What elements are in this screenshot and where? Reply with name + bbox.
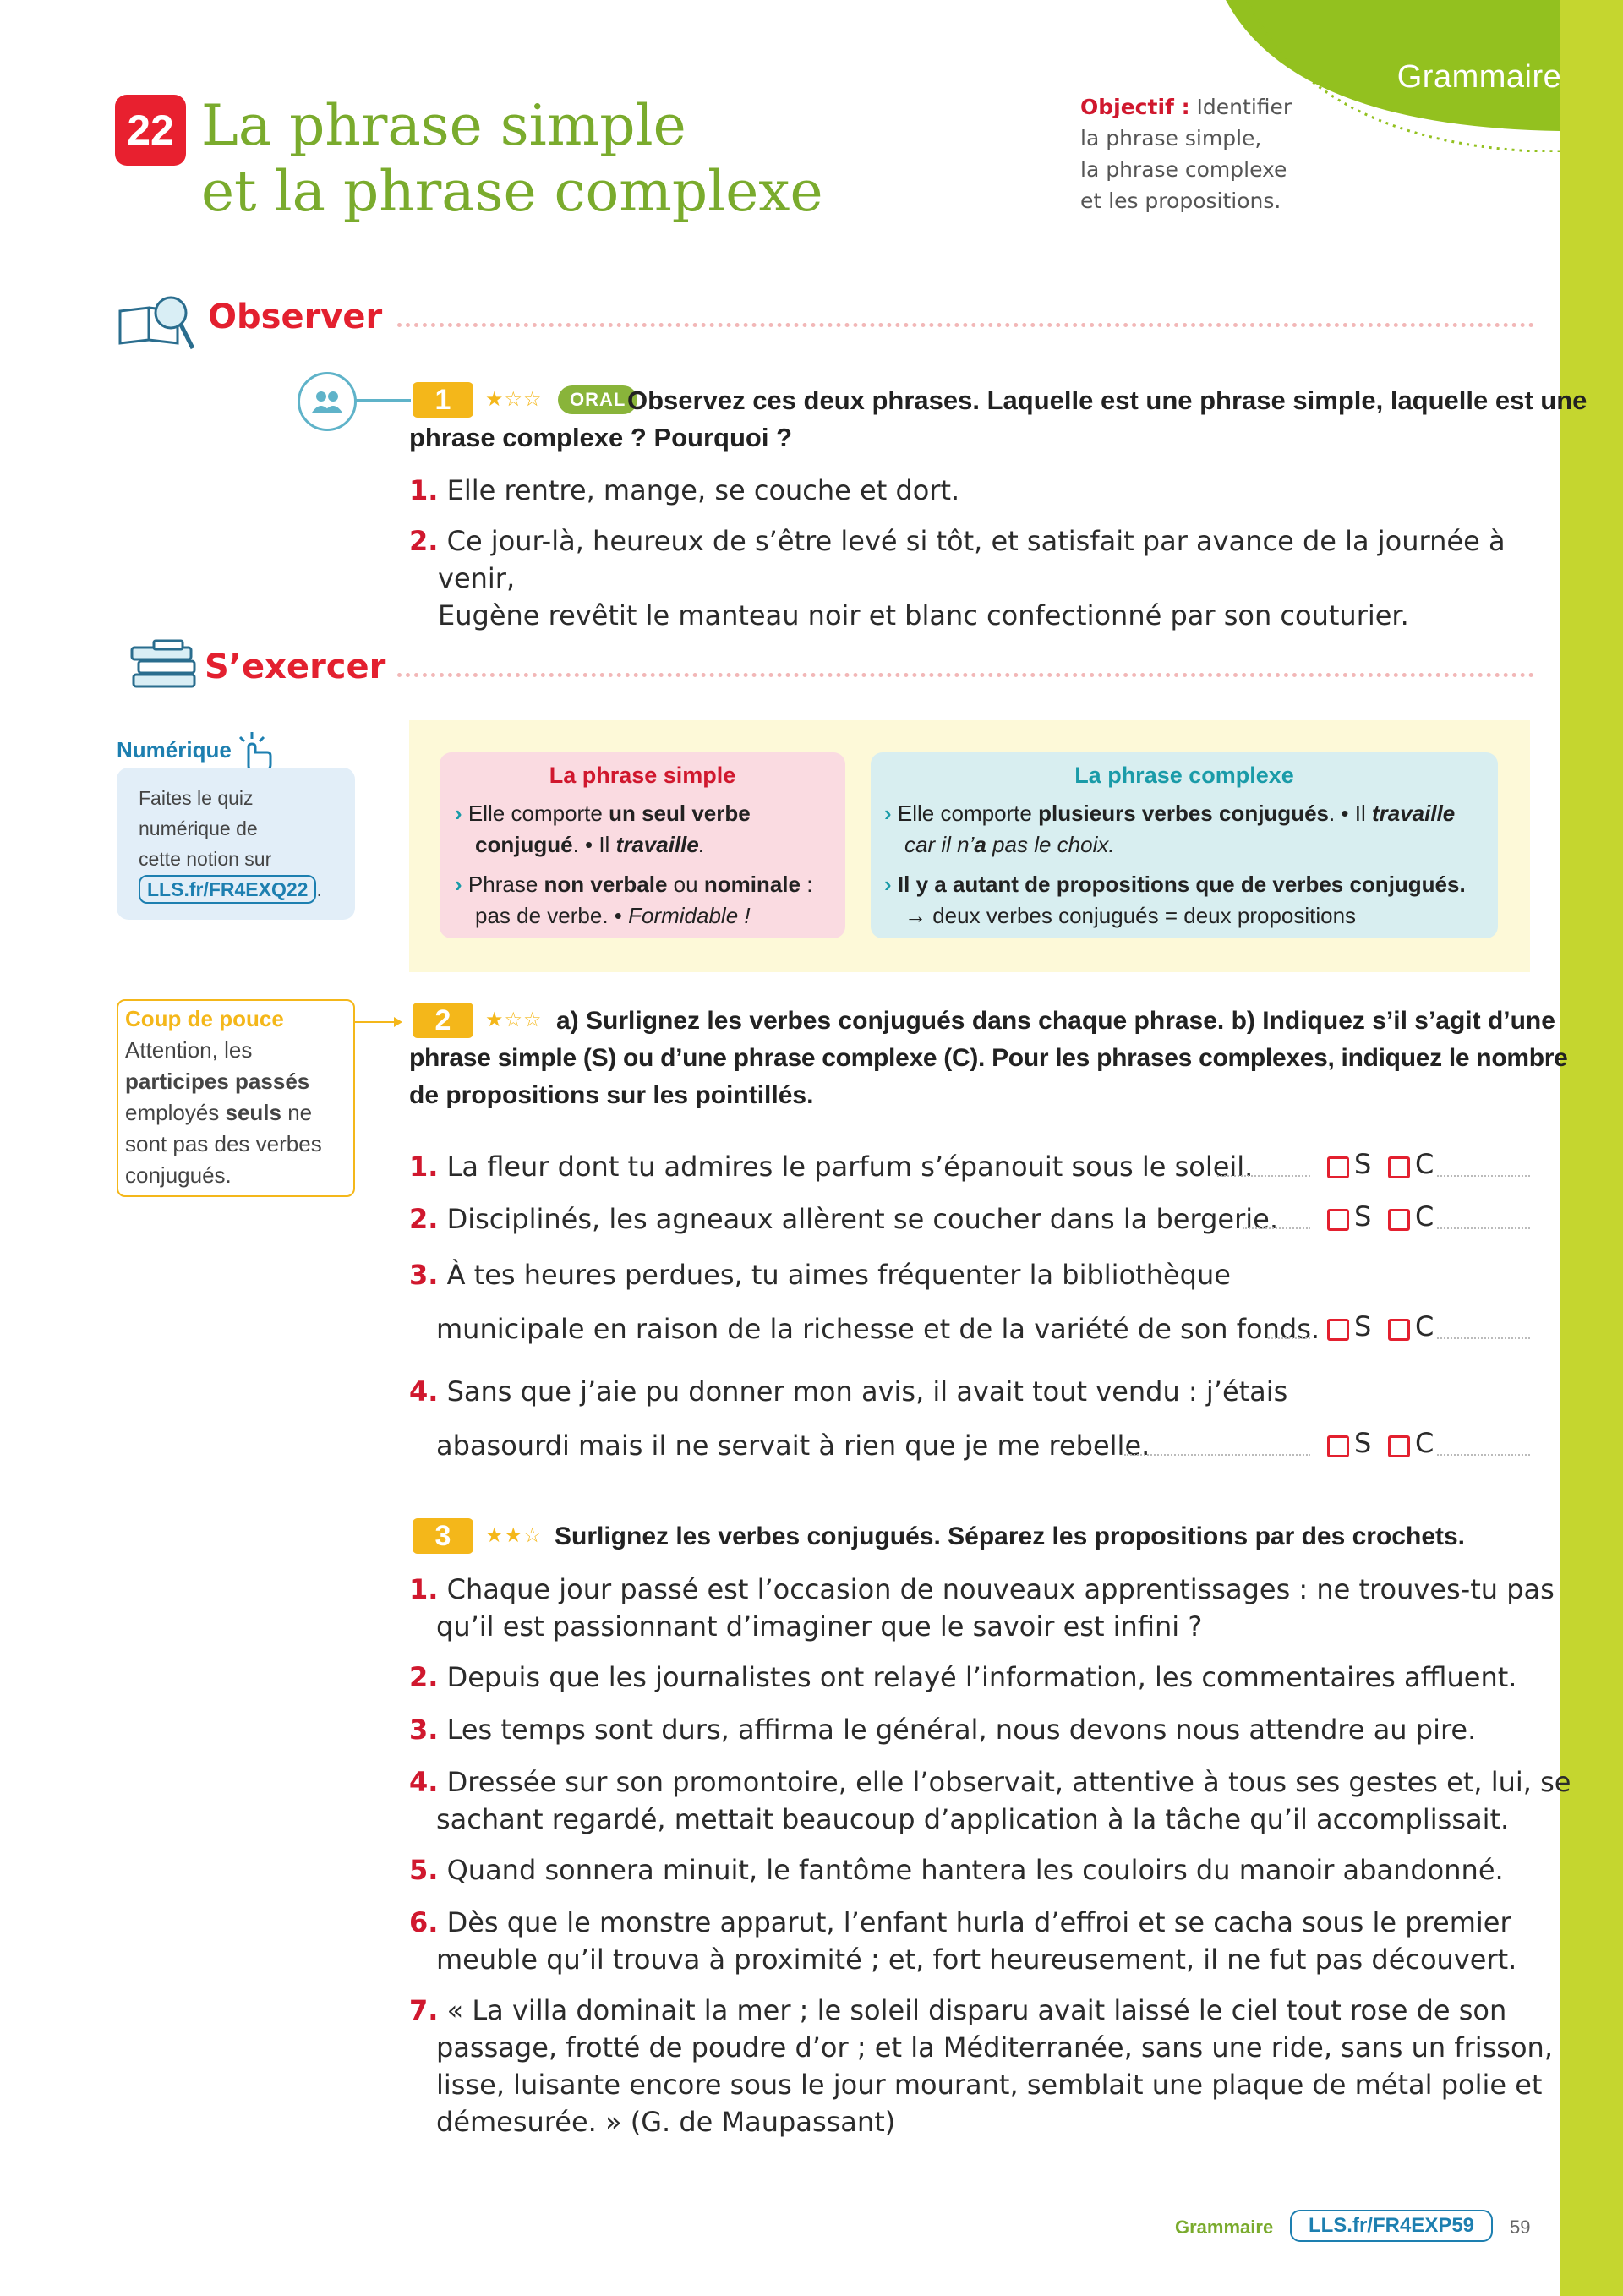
checkbox-s[interactable] (1327, 1156, 1349, 1178)
exercise-2-number: 2 (413, 1003, 473, 1038)
numerique-end: . (316, 878, 322, 900)
title-line-1: La phrase simple (201, 93, 686, 158)
exercise-1-stars: ★☆☆ (485, 387, 543, 411)
exercise-1-number: 1 (413, 382, 473, 418)
complex-card-line-1: › Elle comporte plusieurs verbes conjugués. • Il travaille (884, 801, 1456, 826)
item-text: Elle rentre, mange, se couche et dort. (446, 474, 960, 506)
label-s: S (1354, 1427, 1372, 1459)
complex-card-title: La phrase complexe (1074, 763, 1294, 788)
exercise-3-item-3: 3. Les temps sont durs, affirma le général, nous devons nous attendre au pire. (409, 1714, 1477, 1746)
objective-line-4: et les propositions. (1080, 189, 1281, 213)
numerique-line-3: cette notion sur (139, 848, 272, 870)
simple-card-line-3: › Phrase non verbale ou nominale : (455, 872, 813, 897)
checkbox-s[interactable] (1327, 1435, 1349, 1457)
chevron-right-icon: › (884, 872, 892, 897)
exercise-2-instruction-line-1: a) Surlignez les verbes conjugués dans chaque phrase. b) Indiquez s’il s’agit d’une (556, 1007, 1555, 1035)
exercise-2-instruction-line-2: phrase simple (S) ou d’une phrase complexe (C). Pour les phrases complexes, indiquez le nombre (409, 1044, 1568, 1072)
exercise-2-stars: ★☆☆ (485, 1008, 543, 1031)
exercer-title: S’exercer (205, 648, 386, 686)
objective-line-3: la phrase complexe (1080, 157, 1287, 182)
exercise-3-item-5: 5. Quand sonnera minuit, le fantôme hantera les couloirs du manoir abandonné. (409, 1854, 1504, 1886)
exercise-2-item-4: 4. Sans que j’aie pu donner mon avis, il avait tout vendu : j’étais (409, 1375, 1288, 1408)
exercise-3-item-6: 6. Dès que le monstre apparut, l’enfant hurla d’effroi et se cacha sous le premier meuble qu’il trouva à proximité ; et, fort heureusement, il ne fut pas découvert. (409, 1906, 1517, 1976)
group-icon-connector (355, 399, 411, 402)
objective-line-2: la phrase simple, (1080, 126, 1262, 150)
page-number: 59 (1510, 2217, 1531, 2238)
page-title (201, 93, 823, 225)
chapter-number-badge: 22 (115, 95, 186, 166)
answer-dotted-line[interactable] (1243, 1227, 1310, 1229)
answer-dotted-line[interactable] (1124, 1454, 1310, 1456)
corner-section-label: Grammaire (1396, 59, 1562, 95)
simple-card-title: La phrase simple (549, 763, 736, 788)
numerique-text (139, 783, 350, 905)
checkbox-c[interactable] (1388, 1319, 1410, 1341)
observer-dotted-rule (397, 323, 1534, 327)
exercise-2-item-1: 1. La fleur dont tu admires le parfum s’épanouit sous le soleil. (409, 1151, 1254, 1183)
chevron-right-icon: › (455, 801, 462, 826)
answer-dotted-line[interactable] (1217, 1175, 1310, 1177)
item-text: Ce jour-là, heureux de s’être levé si tôt, et satisfait par avance de la journée à venir, (438, 525, 1506, 594)
oral-badge: ORAL (558, 385, 637, 414)
answer-dotted-line[interactable] (1268, 1337, 1310, 1339)
objective-label: Objectif : (1080, 95, 1190, 119)
checkbox-s[interactable] (1327, 1319, 1349, 1341)
objective-line-1: Identifier (1196, 95, 1292, 119)
side-color-band (1560, 0, 1623, 2296)
title-line-2: et la phrase complexe (201, 159, 823, 224)
footer-section: Grammaire (1175, 2217, 1274, 2238)
propositions-dotted-line[interactable] (1437, 1227, 1530, 1229)
propositions-dotted-line[interactable] (1437, 1175, 1530, 1177)
label-s: S (1354, 1200, 1372, 1233)
numerique-label: Numérique (117, 737, 232, 763)
checkbox-c[interactable] (1388, 1435, 1410, 1457)
item-number: 2. (409, 525, 439, 557)
simple-card-line-4: pas de verbe. • Formidable ! (475, 903, 751, 928)
label-s: S (1354, 1148, 1372, 1180)
numerique-line-1: Faites le quiz (139, 787, 254, 809)
complex-card-line-3: › Il y a autant de propositions que de verbes conjugués. (884, 872, 1466, 897)
click-hand-icon (230, 730, 277, 773)
coup-de-pouce-title: Coup de pouce (125, 1006, 284, 1031)
exercise-3-item-2: 2. Depuis que les journalistes ont relayé l’information, les commentaires affluent. (409, 1661, 1517, 1693)
quiz-link[interactable]: LLS.fr/FR4EXQ22 (139, 875, 316, 904)
simple-card-line-1: › Elle comporte un seul verbe (455, 801, 751, 826)
checkbox-s[interactable] (1327, 1209, 1349, 1231)
complex-card-line-4: → deux verbes conjugués = deux propositions (904, 903, 1357, 928)
exercise-3-item-1: 1. Chaque jour passé est l’occasion de nouveaux apprentissages : ne trouves-tu pas qu’il est passionnant d’imaginer que le savoir est infini ? (409, 1573, 1555, 1643)
exercise-2-item-4-line-2: abasourdi mais il ne servait à rien que je me rebelle. (436, 1430, 1150, 1462)
exercise-3-stars: ★★☆ (485, 1523, 543, 1547)
exercer-dotted-rule (397, 673, 1534, 677)
exercise-1-item-1 (409, 472, 1562, 509)
propositions-dotted-line[interactable] (1437, 1454, 1530, 1456)
checkbox-c[interactable] (1388, 1156, 1410, 1178)
label-c: C (1415, 1310, 1434, 1342)
item-number: 1. (409, 474, 439, 506)
objective-block (1080, 91, 1359, 216)
checkbox-c[interactable] (1388, 1209, 1410, 1231)
exercise-3-item-4: 4. Dressée sur son promontoire, elle l’observait, attentive à tous ses gestes et, lui, se sachant regardé, mettait beaucoup d’application à la tâche qu’il accomplissait. (409, 1766, 1571, 1835)
chevron-right-icon: › (884, 801, 892, 826)
coup-de-pouce-text: Attention, les participes passés employés seuls ne sont pas des verbes conjugués. (125, 1037, 322, 1188)
exercise-1-instruction-line-2: phrase complexe ? Pourquoi ? (409, 423, 793, 452)
complex-card-line-2: car il n’a pas le choix. (904, 832, 1115, 857)
exercise-2-instruction-line-3: de propositions sur les pointillés. (409, 1081, 814, 1109)
exercise-2-item-3-line-2: municipale en raison de la richesse et de la variété de son fonds. (436, 1313, 1320, 1345)
stack-of-books-icon (128, 637, 205, 692)
label-c: C (1415, 1148, 1434, 1180)
numerique-line-2: numérique de (139, 817, 258, 839)
exercise-2-item-3: 3. À tes heures perdues, tu aimes fréquenter la bibliothèque (409, 1259, 1231, 1291)
exercise-2-item-2: 2. Disciplinés, les agneaux allèrent se coucher dans la bergerie. (409, 1203, 1278, 1235)
label-s: S (1354, 1310, 1372, 1342)
propositions-dotted-line[interactable] (1437, 1337, 1530, 1339)
group-work-icon (298, 372, 357, 431)
exercise-3-instruction: Surlignez les verbes conjugués. Séparez les propositions par des crochets. (555, 1522, 1466, 1550)
exercise-3-number: 3 (413, 1518, 473, 1554)
label-c: C (1415, 1427, 1434, 1459)
exercise-1-instruction-line-1: Observez ces deux phrases. Laquelle est une phrase simple, laquelle est une (627, 385, 1587, 415)
item-text: Eugène revêtit le manteau noir et blanc confectionné par son couturier. (438, 599, 1409, 631)
coup-de-pouce-arrow (355, 1021, 397, 1023)
exercise-3-item-7: 7. « La villa dominait la mer ; le soleil disparu avait laissé le ciel tout rose de son passage, frotté de poudre d’or ; et la Méditerranée, sans une ride, sans un frisson, lisse, luisante encore sous le jour mourant, semblait une plaque de métal polie et démesurée. » (G. de Maupassant) (409, 1994, 1553, 2138)
simple-card-line-2: conjugué. • Il travaille. (475, 832, 706, 857)
chevron-right-icon: › (455, 872, 462, 897)
magnifier-book-icon (115, 287, 199, 355)
exercise-1-item-2 (409, 522, 1562, 634)
label-c: C (1415, 1200, 1434, 1233)
footer-link[interactable]: LLS.fr/FR4EXP59 (1290, 2210, 1493, 2242)
observer-title: Observer (208, 298, 383, 336)
